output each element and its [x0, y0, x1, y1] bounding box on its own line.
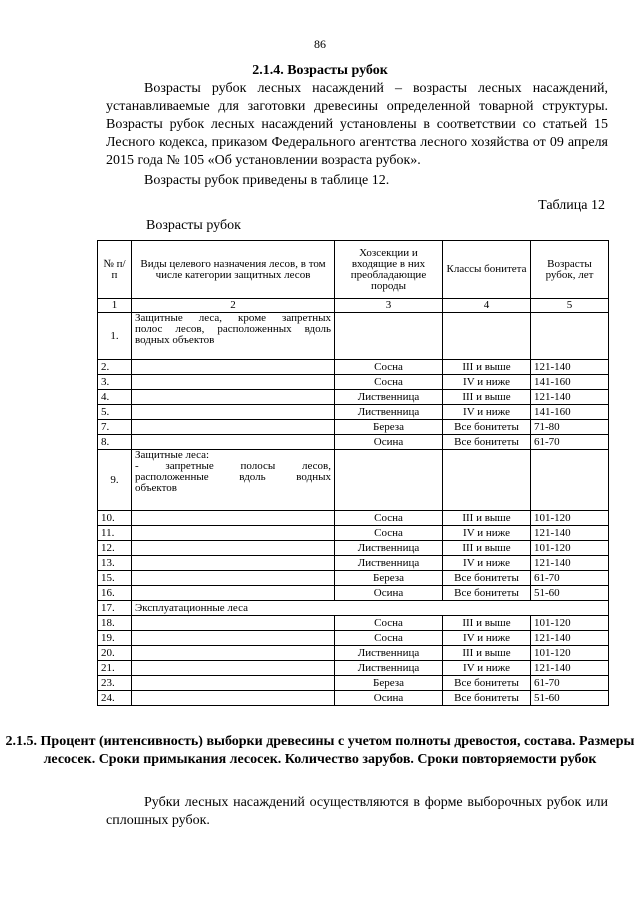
- forest-type-cell: [132, 390, 335, 405]
- class-cell: III и выше: [443, 511, 531, 526]
- age-cell: 121-140: [531, 661, 609, 676]
- forest-type-cell: [132, 661, 335, 676]
- paragraph-table-reference: Возрасты рубок приведены в таблице 12.: [144, 173, 390, 188]
- section-cell: Осина: [335, 586, 443, 601]
- age-cell: 121-140: [531, 556, 609, 571]
- row-number: 8.: [98, 435, 132, 450]
- column-number: 2: [132, 299, 335, 313]
- row-number: 4.: [98, 390, 132, 405]
- age-cell: 51-60: [531, 586, 609, 601]
- table-row: [98, 390, 609, 405]
- section-cell: Осина: [335, 691, 443, 706]
- section-cell: Сосна: [335, 375, 443, 390]
- class-cell: IV и ниже: [443, 526, 531, 541]
- table-row: [98, 526, 609, 541]
- forest-type-line: водных объектов: [135, 334, 215, 346]
- section-cell: Береза: [335, 676, 443, 691]
- forest-type-line: объектов: [135, 482, 177, 494]
- forest-type-cell: [132, 313, 335, 360]
- age-cell: 101-120: [531, 616, 609, 631]
- header-class: Классы бонитета: [443, 241, 531, 299]
- section-cell: Лиственница: [335, 661, 443, 676]
- age-cell: 101-120: [531, 646, 609, 661]
- column-number: 1: [98, 299, 132, 313]
- header-section: Хозсекции и входящие в них преобладающие породы: [335, 241, 443, 299]
- class-cell: III и выше: [443, 616, 531, 631]
- forest-type-cell: [132, 375, 335, 390]
- table-caption: Возрасты рубок: [146, 218, 241, 233]
- row-number: 13.: [98, 556, 132, 571]
- cutting-ages-table: [97, 240, 609, 706]
- section-cell: Лиственница: [335, 405, 443, 420]
- table-row: [98, 541, 609, 556]
- table-group-row: [98, 601, 609, 616]
- row-number: 21.: [98, 661, 132, 676]
- table-row: [98, 631, 609, 646]
- class-cell: IV и ниже: [443, 405, 531, 420]
- forest-type-cell: [132, 676, 335, 691]
- paragraph-cutting-ages: Возрасты рубок лесных насаждений – возрасты лесных насаждений, устанавливаемые для заготовки древесины определенной товарной структуры. Возрасты рубок лесных насаждений установлены в соответствии со статьей 15 Лесного кодекса, приказом Федерального агентства лесного хозяйства от 09 апреля 2015 года № 105 «Об установлении возраста рубок».: [106, 81, 608, 168]
- age-cell: 51-60: [531, 691, 609, 706]
- row-number: 20.: [98, 646, 132, 661]
- column-number: 3: [335, 299, 443, 313]
- table-row: [98, 375, 609, 390]
- forest-type-cell: [132, 420, 335, 435]
- forest-type-cell: [132, 435, 335, 450]
- row-number: 1.: [98, 313, 132, 360]
- table-header-row: [98, 241, 609, 299]
- row-number: 24.: [98, 691, 132, 706]
- forest-type-cell: [132, 556, 335, 571]
- age-cell: 71-80: [531, 420, 609, 435]
- class-cell: III и выше: [443, 541, 531, 556]
- table-row: [98, 586, 609, 601]
- class-cell: III и выше: [443, 390, 531, 405]
- forest-type-cell: [132, 511, 335, 526]
- table-group-row: [98, 450, 609, 511]
- section-cell: Лиственница: [335, 646, 443, 661]
- section-cell: Сосна: [335, 526, 443, 541]
- table-row: [98, 616, 609, 631]
- age-cell: 121-140: [531, 360, 609, 375]
- table-row: [98, 661, 609, 676]
- class-cell: IV и ниже: [443, 375, 531, 390]
- class-cell: Все бонитеты: [443, 691, 531, 706]
- forest-type-cell: [132, 541, 335, 556]
- table-row: [98, 420, 609, 435]
- row-number: 15.: [98, 571, 132, 586]
- forest-type-cell: [132, 526, 335, 541]
- table-body: [98, 299, 609, 706]
- class-cell: IV и ниже: [443, 556, 531, 571]
- class-cell: III и выше: [443, 646, 531, 661]
- row-number: 18.: [98, 616, 132, 631]
- forest-type-cell: [132, 631, 335, 646]
- age-cell: 61-70: [531, 676, 609, 691]
- forest-type-line: - запретные полосы лесов,: [135, 460, 331, 472]
- section-cell: Сосна: [335, 511, 443, 526]
- age-cell: 121-140: [531, 526, 609, 541]
- forest-type-cell: [132, 646, 335, 661]
- age-cell: 101-120: [531, 541, 609, 556]
- section-heading: 2.1.4. Возрасты рубок: [252, 63, 388, 78]
- table-label: Таблица 12: [538, 198, 605, 213]
- class-cell: Все бонитеты: [443, 571, 531, 586]
- forest-type-line: полос лесов, расположенных вдоль: [135, 323, 331, 335]
- column-number: 4: [443, 299, 531, 313]
- row-number: 19.: [98, 631, 132, 646]
- table-row: [98, 646, 609, 661]
- class-cell: Все бонитеты: [443, 420, 531, 435]
- row-number: 5.: [98, 405, 132, 420]
- row-number: 3.: [98, 375, 132, 390]
- header-forest-type: Виды целевого назначения лесов, в том числе категории защитных лесов: [132, 241, 335, 299]
- section-cell: Лиственница: [335, 556, 443, 571]
- forest-type-cell: Эксплуатационные леса: [132, 601, 609, 616]
- row-number: 9.: [98, 450, 132, 511]
- table-row: [98, 691, 609, 706]
- forest-type-cell: [132, 360, 335, 375]
- section-cell: Сосна: [335, 616, 443, 631]
- section-cell: Лиственница: [335, 390, 443, 405]
- row-number: 16.: [98, 586, 132, 601]
- age-cell: 141-160: [531, 375, 609, 390]
- section-cell: Сосна: [335, 631, 443, 646]
- forest-type-cell: [132, 405, 335, 420]
- table-row: [98, 511, 609, 526]
- age-cell: 121-140: [531, 390, 609, 405]
- age-cell: 101-120: [531, 511, 609, 526]
- row-number: 2.: [98, 360, 132, 375]
- table-row: [98, 360, 609, 375]
- class-cell: IV и ниже: [443, 631, 531, 646]
- class-cell: III и выше: [443, 360, 531, 375]
- column-number: 5: [531, 299, 609, 313]
- section-cell: Береза: [335, 571, 443, 586]
- class-cell: Все бонитеты: [443, 435, 531, 450]
- table-row: [98, 435, 609, 450]
- row-number: 7.: [98, 420, 132, 435]
- section-cell: Береза: [335, 420, 443, 435]
- section-cell: Лиственница: [335, 541, 443, 556]
- section-cell: Сосна: [335, 360, 443, 375]
- row-number: 11.: [98, 526, 132, 541]
- row-number: 12.: [98, 541, 132, 556]
- class-cell: Все бонитеты: [443, 676, 531, 691]
- forest-type-line: Защитные леса:: [135, 449, 210, 461]
- age-cell: 141-160: [531, 405, 609, 420]
- section-heading-2: 2.1.5. Процент (интенсивность) выборки древесины с учетом полноты древостоя, состава. Размеры лесосек. Сроки примыкания лесосек. Количество зарубов. Сроки повторяемости рубок: [5, 734, 635, 767]
- page-number: 86: [314, 37, 326, 51]
- forest-type-cell: [132, 691, 335, 706]
- column-number-row: [98, 299, 609, 313]
- age-cell: 61-70: [531, 571, 609, 586]
- header-age: Возрасты рубок, лет: [531, 241, 609, 299]
- forest-type-cell: [132, 571, 335, 586]
- row-number: 10.: [98, 511, 132, 526]
- table-row: [98, 405, 609, 420]
- forest-type-cell: [132, 450, 335, 511]
- header-num: № п/п: [98, 241, 132, 299]
- forest-type-line: расположенные вдоль водных: [135, 471, 331, 483]
- section-cell: Осина: [335, 435, 443, 450]
- forest-type-cell: [132, 586, 335, 601]
- table-row: [98, 556, 609, 571]
- forest-type-line: Защитные леса, кроме запретных: [135, 312, 331, 324]
- row-number: 23.: [98, 676, 132, 691]
- paragraph-forms-of-cutting: Рубки лесных насаждений осуществляются в форме выборочных рубок или сплошных рубок.: [106, 795, 608, 828]
- age-cell: 61-70: [531, 435, 609, 450]
- class-cell: IV и ниже: [443, 661, 531, 676]
- table-group-row: [98, 313, 609, 360]
- table-row: [98, 676, 609, 691]
- forest-type-cell: [132, 616, 335, 631]
- row-number: 17.: [98, 601, 132, 616]
- table-row: [98, 571, 609, 586]
- class-cell: Все бонитеты: [443, 586, 531, 601]
- age-cell: 121-140: [531, 631, 609, 646]
